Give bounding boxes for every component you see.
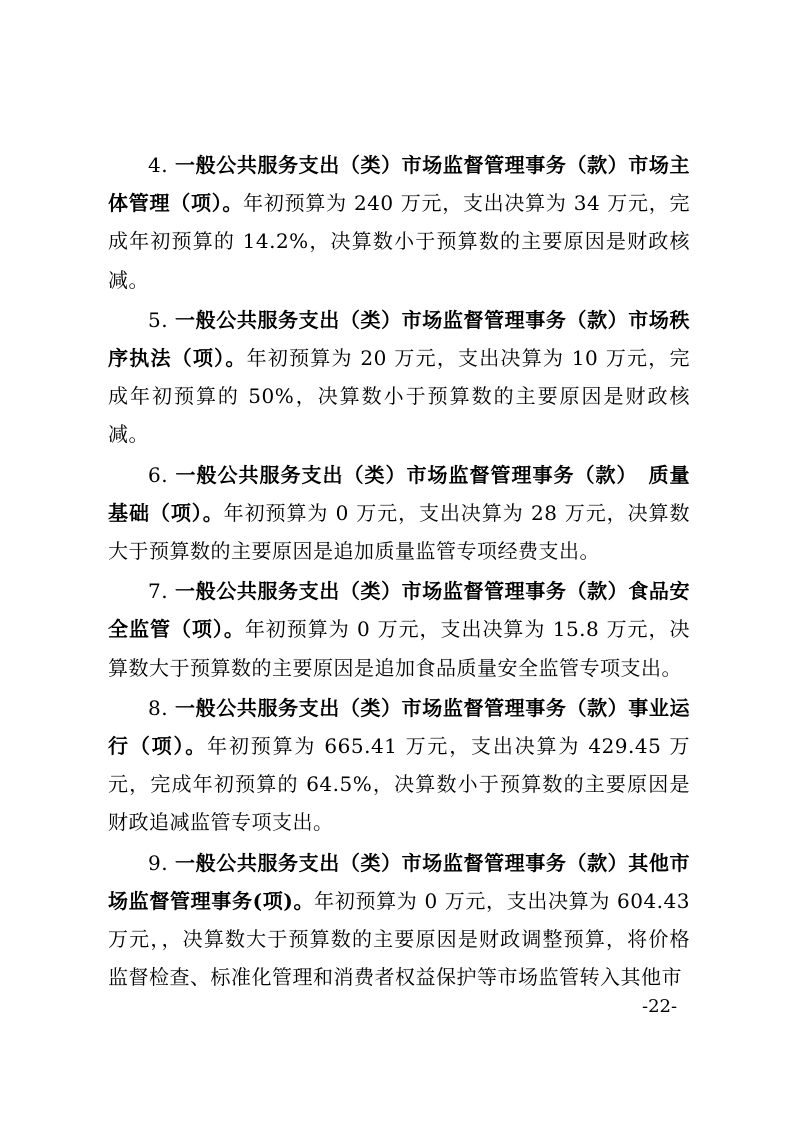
paragraph-item-9 bbox=[108, 844, 690, 997]
paragraph-item-8 bbox=[108, 689, 690, 842]
item-number: 6. bbox=[148, 462, 176, 487]
paragraph-item-5 bbox=[108, 301, 690, 454]
paragraph-item-7 bbox=[108, 572, 690, 687]
item-heading: 一般公共服务支出（类）市场监督管理事务（款）市场主体管理（项）。 bbox=[108, 153, 690, 216]
item-number: 8. bbox=[148, 695, 176, 720]
item-body: 年初预算为 0 万元，支出决算为 15.8 万元，决算数大于预算数的主要原因是追加食品质量安全监管专项支出。 bbox=[108, 617, 691, 680]
document-page bbox=[108, 146, 690, 998]
item-body: 年初预算为 240 万元，支出决算为 34 万元，完成年初预算的 14.2%，决算数小于预算数的主要原因是财政核减。 bbox=[108, 191, 690, 292]
paragraph-item-6 bbox=[108, 456, 690, 571]
item-body: 年初预算为 20 万元，支出决算为 10 万元，完成年初预算的 50%，决算数小于预算数的主要原因是财政核减。 bbox=[108, 346, 691, 447]
item-heading: 一般公共服务支出（类）市场监督管理事务（款）其他市场监督管理事务(项)。 bbox=[108, 850, 690, 913]
item-number: 7. bbox=[148, 579, 176, 604]
item-heading: 一般公共服务支出（类）市场监督管理事务（款）事业运行（项）。 bbox=[108, 695, 690, 759]
item-heading: 一般公共服务支出（类）市场监督管理事务（款） 质量基础（项）。 bbox=[108, 462, 690, 525]
item-body: 年初预算为 665.41 万元，支出决算为 429.45 万元，完成年初预算的 64.5%，决算数小于预算数的主要原因是财政追减监管专项支出。 bbox=[108, 734, 691, 835]
item-number: 4. bbox=[148, 153, 176, 177]
item-number: 5. bbox=[148, 307, 176, 332]
page-number: -22- bbox=[642, 996, 678, 1017]
item-body: 年初预算为 0 万元，支出决算为 604.43 万元，，决算数大于预算数的主要原因是财政调整预算，将价格监督检查、标准化管理和消费者权益保护等市场监管转入其他市 bbox=[108, 888, 690, 990]
item-number: 9. bbox=[148, 850, 176, 875]
paragraph-item-4 bbox=[108, 146, 690, 299]
item-heading: 一般公共服务支出（类）市场监督管理事务（款）市场秩序执法（项）。 bbox=[108, 307, 690, 371]
item-body: 年初预算为 0 万元，支出决算为 28 万元，决算数大于预算数的主要原因是追加质量监管专项经费支出。 bbox=[108, 500, 690, 564]
item-heading: 一般公共服务支出（类）市场监督管理事务（款）食品安全监管（项）。 bbox=[108, 579, 690, 642]
